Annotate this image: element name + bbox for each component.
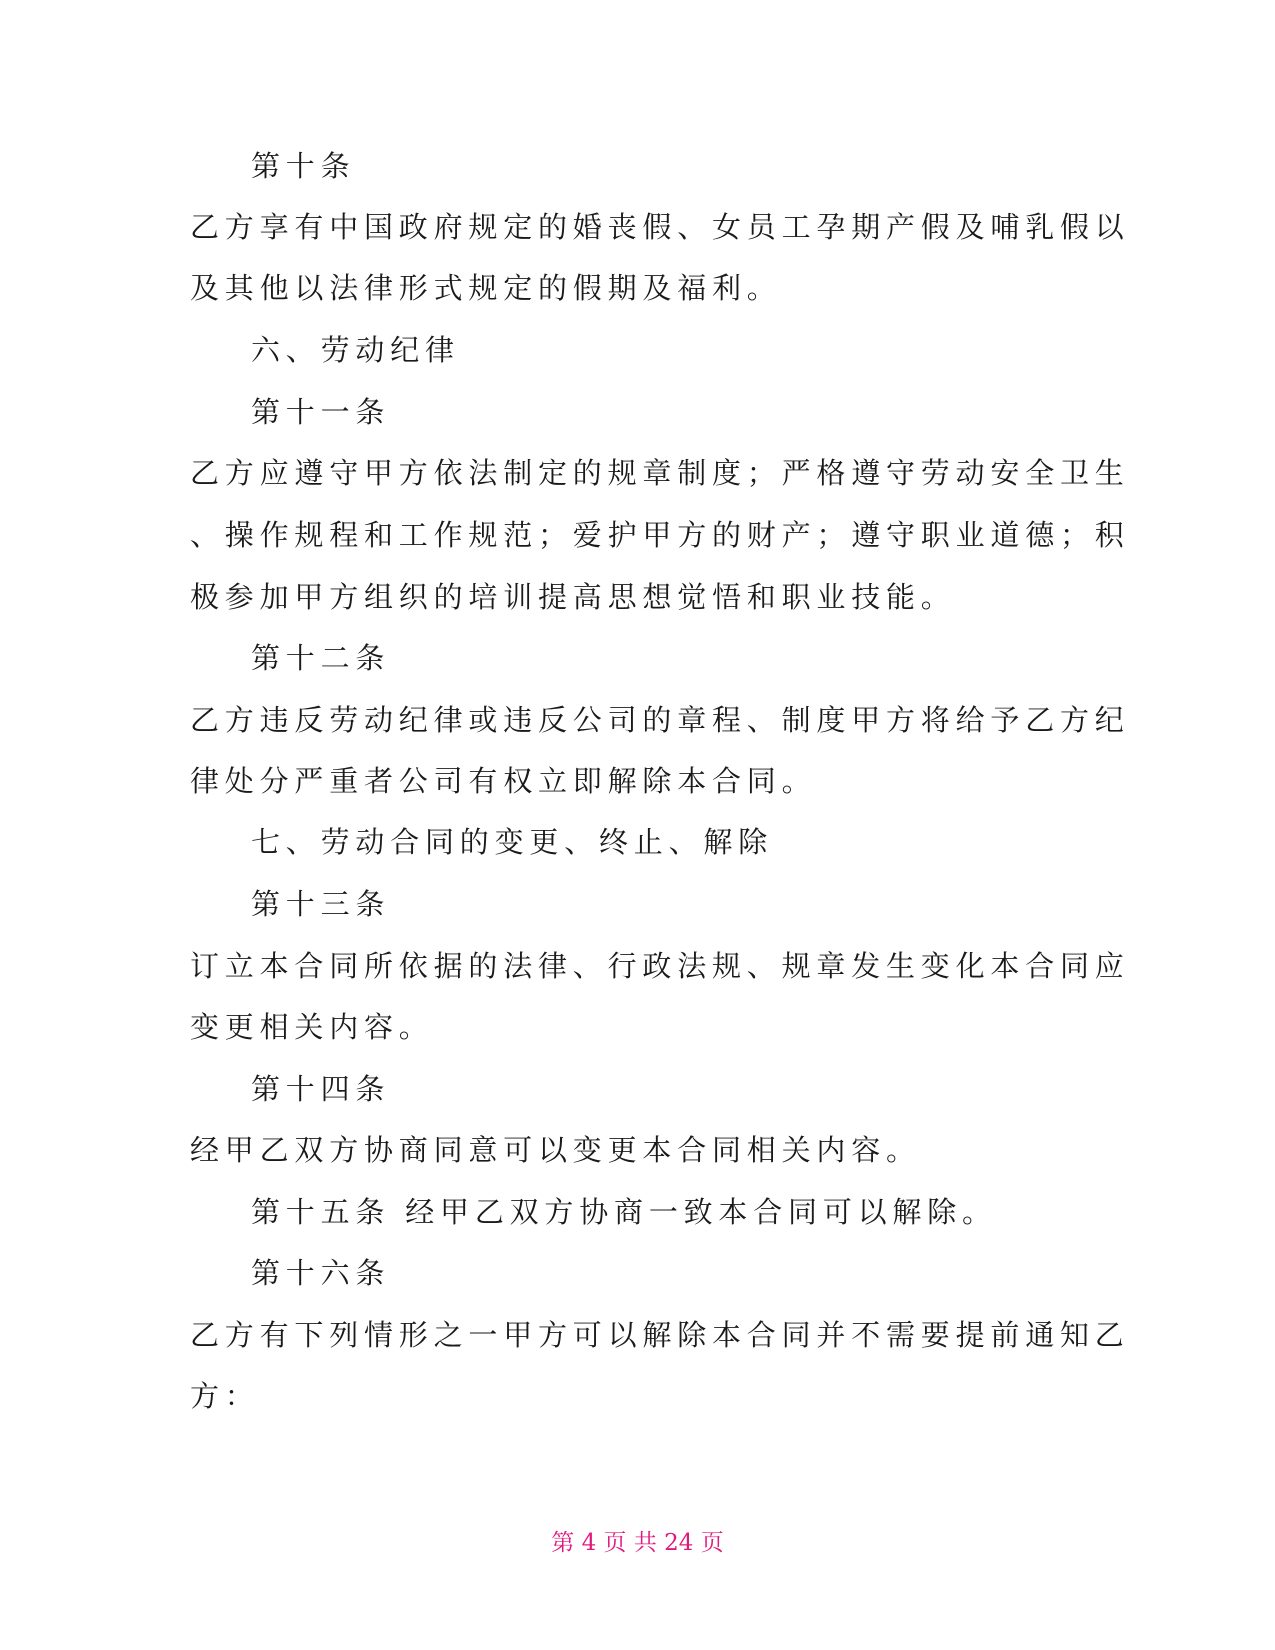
footer-total-suffix: 页 xyxy=(700,1530,724,1556)
article-14-heading: 第十四条 xyxy=(251,1072,391,1106)
paragraph-line: 经甲乙双方协商同意可以变更本合同相关内容。 xyxy=(190,1133,921,1167)
article-15-paragraph: 第十五条 经甲乙双方协商一致本合同可以解除。 xyxy=(251,1195,997,1229)
article-12-heading: 第十二条 xyxy=(251,641,391,675)
footer-page-word: 页 xyxy=(603,1530,627,1556)
article-16-heading: 第十六条 xyxy=(251,1256,391,1290)
footer-current-page: 4 xyxy=(581,1530,597,1556)
paragraph-line: 方： xyxy=(190,1379,260,1413)
paragraph-line: 乙方有下列情形之一甲方可以解除本合同并不需要提前通知乙 xyxy=(190,1318,1130,1352)
article-13-heading: 第十三条 xyxy=(251,887,391,921)
footer-total-prefix: 共 xyxy=(633,1530,657,1556)
footer-total-pages: 24 xyxy=(664,1530,694,1556)
paragraph-line: 乙方应遵守甲方依法制定的规章制度；严格遵守劳动安全卫生 xyxy=(190,456,1130,490)
paragraph-line: 及其他以法律形式规定的假期及福利。 xyxy=(190,271,782,305)
page-footer xyxy=(0,1528,1275,1558)
paragraph-line: 律处分严重者公司有权立即解除本合同。 xyxy=(190,764,817,798)
paragraph-line: 订立本合同所依据的法律、行政法规、规章发生变化本合同应 xyxy=(190,949,1130,983)
paragraph-line: 、操作规程和工作规范；爱护甲方的财产；遵守职业道德；积 xyxy=(190,518,1130,552)
paragraph-line: 极参加甲方组织的培训提高思想觉悟和职业技能。 xyxy=(190,580,956,614)
section-7-heading: 七、劳动合同的变更、终止、解除 xyxy=(251,825,774,859)
article-11-heading: 第十一条 xyxy=(251,395,391,429)
paragraph-line: 乙方享有中国政府规定的婚丧假、女员工孕期产假及哺乳假以 xyxy=(190,210,1130,244)
article-10-heading: 第十条 xyxy=(251,149,356,183)
footer-page-prefix: 第 xyxy=(551,1530,575,1556)
section-6-heading: 六、劳动纪律 xyxy=(251,333,460,367)
paragraph-line: 乙方违反劳动纪律或违反公司的章程、制度甲方将给予乙方纪 xyxy=(190,703,1130,737)
paragraph-line: 变更相关内容。 xyxy=(190,1010,434,1044)
